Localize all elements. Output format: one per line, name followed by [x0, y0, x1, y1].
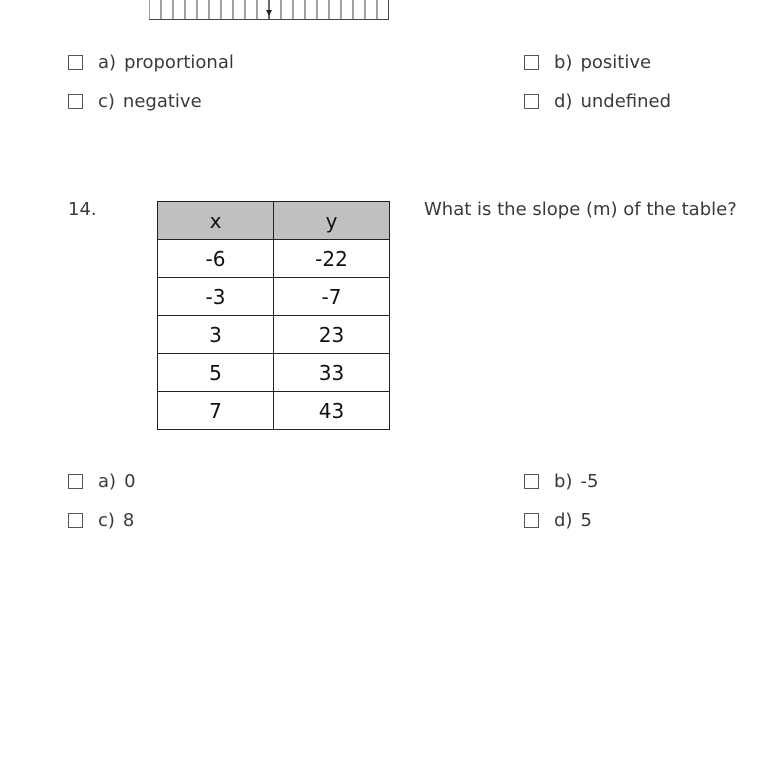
coordinate-grid-fragment [149, 0, 389, 20]
option-letter: a) [98, 471, 117, 492]
cell-x: 5 [158, 354, 274, 392]
option-a-proportional[interactable] [68, 52, 234, 73]
option-text: 5 [580, 510, 592, 531]
option-letter: b) [554, 471, 573, 492]
question-prompt: What is the slope (m) of the table? [424, 199, 737, 220]
cell-x: 3 [158, 316, 274, 354]
option-b-positive[interactable] [524, 52, 651, 73]
checkbox[interactable] [68, 513, 83, 528]
option-c-negative[interactable] [68, 91, 202, 112]
option-letter: c) [98, 510, 115, 531]
question-number: 14. [68, 199, 97, 220]
option-text: negative [122, 91, 202, 112]
cell-x: 7 [158, 392, 274, 430]
xy-table [157, 201, 390, 430]
checkbox[interactable] [68, 474, 83, 489]
checkbox[interactable] [68, 94, 83, 109]
cell-y: 33 [274, 354, 390, 392]
table-row [158, 392, 390, 430]
table-row [158, 354, 390, 392]
option-letter: b) [554, 52, 573, 73]
option-text: -5 [580, 471, 599, 492]
table-header-row [158, 202, 390, 240]
option-letter: d) [554, 510, 573, 531]
option-text: proportional [124, 52, 234, 73]
checkbox[interactable] [524, 94, 539, 109]
checkbox[interactable] [524, 474, 539, 489]
header-x: x [158, 202, 274, 240]
option-d-5[interactable] [524, 510, 592, 531]
option-text: 8 [122, 510, 135, 531]
checkbox[interactable] [524, 55, 539, 70]
option-d-undefined[interactable] [524, 91, 671, 112]
option-letter: a) [98, 52, 117, 73]
table-row [158, 240, 390, 278]
option-a-0[interactable] [68, 471, 136, 492]
table-row [158, 278, 390, 316]
option-text: positive [580, 52, 652, 73]
cell-y: -7 [274, 278, 390, 316]
cell-y: 23 [274, 316, 390, 354]
checkbox[interactable] [524, 513, 539, 528]
option-letter: c) [98, 91, 115, 112]
option-b-neg5[interactable] [524, 471, 598, 492]
cell-x: -3 [158, 278, 274, 316]
checkbox[interactable] [68, 55, 83, 70]
option-letter: d) [554, 91, 573, 112]
header-y: y [274, 202, 390, 240]
cell-x: -6 [158, 240, 274, 278]
option-text: 0 [124, 471, 136, 492]
table-row [158, 316, 390, 354]
cell-y: -22 [274, 240, 390, 278]
option-c-8[interactable] [68, 510, 134, 531]
cell-y: 43 [274, 392, 390, 430]
option-text: undefined [580, 91, 672, 112]
